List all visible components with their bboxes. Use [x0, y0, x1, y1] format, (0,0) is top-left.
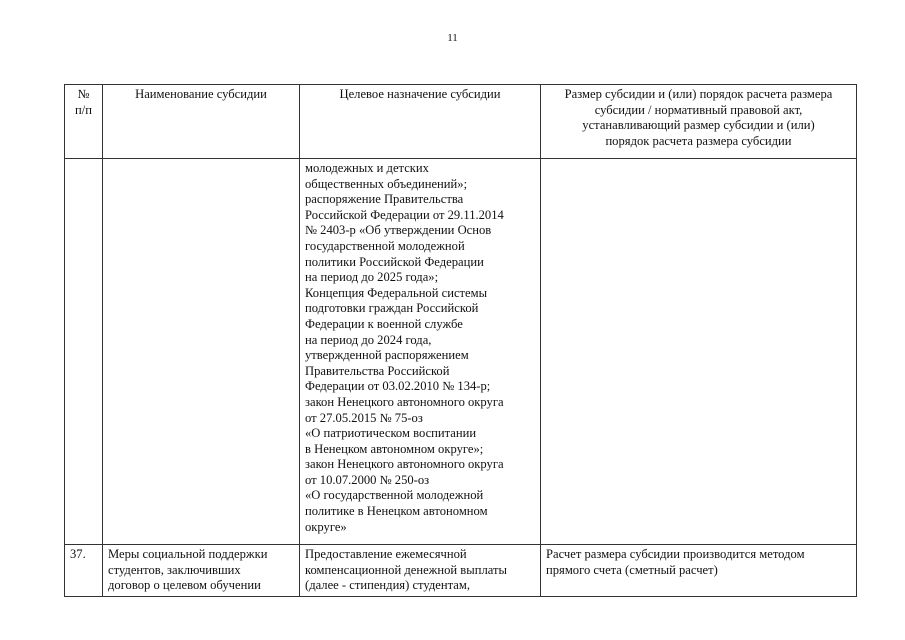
cell-text-line: договор о целевом обучении [108, 578, 261, 593]
header-subsidy-purpose-text: Целевое назначение субсидии [339, 87, 501, 101]
cell-number: 37. [65, 545, 103, 597]
header-number [65, 85, 103, 159]
cell-text-line: закон Ненецкого автономного округа [305, 394, 504, 409]
page-number: 11 [447, 32, 458, 44]
cell-text-line: (далее - стипендия) студентам, [305, 578, 470, 593]
cell-subsidy-size [541, 545, 857, 597]
cell-text-line: округе» [305, 519, 347, 534]
cell-text-line: Концепция Федеральной системы [305, 285, 488, 300]
cell-subsidy-name [103, 545, 300, 597]
cell-text-line: молодежных и детских [305, 161, 429, 175]
cell-text-line: Правительства Российской [305, 363, 450, 378]
header-subsidy-purpose [300, 85, 541, 159]
table-row-37 [65, 545, 857, 597]
cell-text-line: от 27.05.2015 № 75-оз [305, 410, 423, 425]
cell-text-line: Федерации от 03.02.2010 № 134-р; [305, 379, 491, 394]
cell-text-line: закон Ненецкого автономного округа [305, 457, 504, 472]
cell-subsidy-name [103, 159, 300, 545]
table-header-row [65, 85, 857, 159]
cell-text-line: Расчет размера субсидии производится методом [546, 547, 805, 561]
table-row-continuation [65, 159, 857, 545]
cell-text-line: утвержденной распоряжением [305, 348, 469, 363]
cell-text-line: политике в Ненецком автономном [305, 504, 488, 519]
cell-text-line: Российской Федерации от 29.11.2014 [305, 207, 504, 222]
header-subsidy-name-text: Наименование субсидии [135, 87, 267, 101]
header-subsidy-name [103, 85, 300, 159]
cell-text-line: в Ненецком автономном округе»; [305, 441, 484, 456]
cell-subsidy-purpose [300, 545, 541, 597]
header-subsidy-size-line: порядок расчета размера субсидии [605, 133, 792, 148]
cell-text-line: Меры социальной поддержки [108, 547, 268, 561]
cell-subsidy-size [541, 159, 857, 545]
cell-text-line: государственной молодежной [305, 238, 465, 253]
cell-text-line: «О патриотическом воспитании [305, 426, 477, 441]
cell-text-line: общественных объединений»; [305, 176, 468, 191]
cell-text-line: компенсационной денежной выплаты [305, 562, 507, 577]
cell-text-line: прямого счета (сметный расчет) [546, 562, 718, 577]
cell-number [65, 159, 103, 545]
cell-text-line: распоряжение Правительства [305, 192, 464, 207]
cell-text-line: подготовки граждан Российской [305, 301, 479, 316]
header-subsidy-size-line: Размер субсидии и (или) порядок расчета размера [564, 87, 833, 101]
cell-text-line: от 10.07.2000 № 250-оз [305, 472, 430, 487]
cell-text-line: политики Российской Федерации [305, 254, 484, 269]
header-number-line: № [77, 87, 90, 101]
header-subsidy-size [541, 85, 857, 159]
cell-text-line: на период до 2025 года»; [305, 270, 439, 285]
cell-text-line: «О государственной молодежной [305, 488, 484, 503]
cell-text-line: студентов, заключивших [108, 562, 241, 577]
cell-text-line: на период до 2024 года, [305, 332, 432, 347]
header-number-line: п/п [75, 102, 92, 117]
header-subsidy-size-line: субсидии / нормативный правовой акт, [594, 102, 803, 117]
subsidy-table [64, 84, 857, 597]
cell-text-line: Федерации к военной службе [305, 316, 463, 331]
cell-text-line: № 2403-р «Об утверждении Основ [305, 223, 492, 238]
cell-subsidy-purpose [300, 159, 541, 545]
cell-text-line: Предоставление ежемесячной [305, 547, 467, 561]
header-subsidy-size-line: устанавливающий размер субсидии и (или) [582, 118, 815, 133]
